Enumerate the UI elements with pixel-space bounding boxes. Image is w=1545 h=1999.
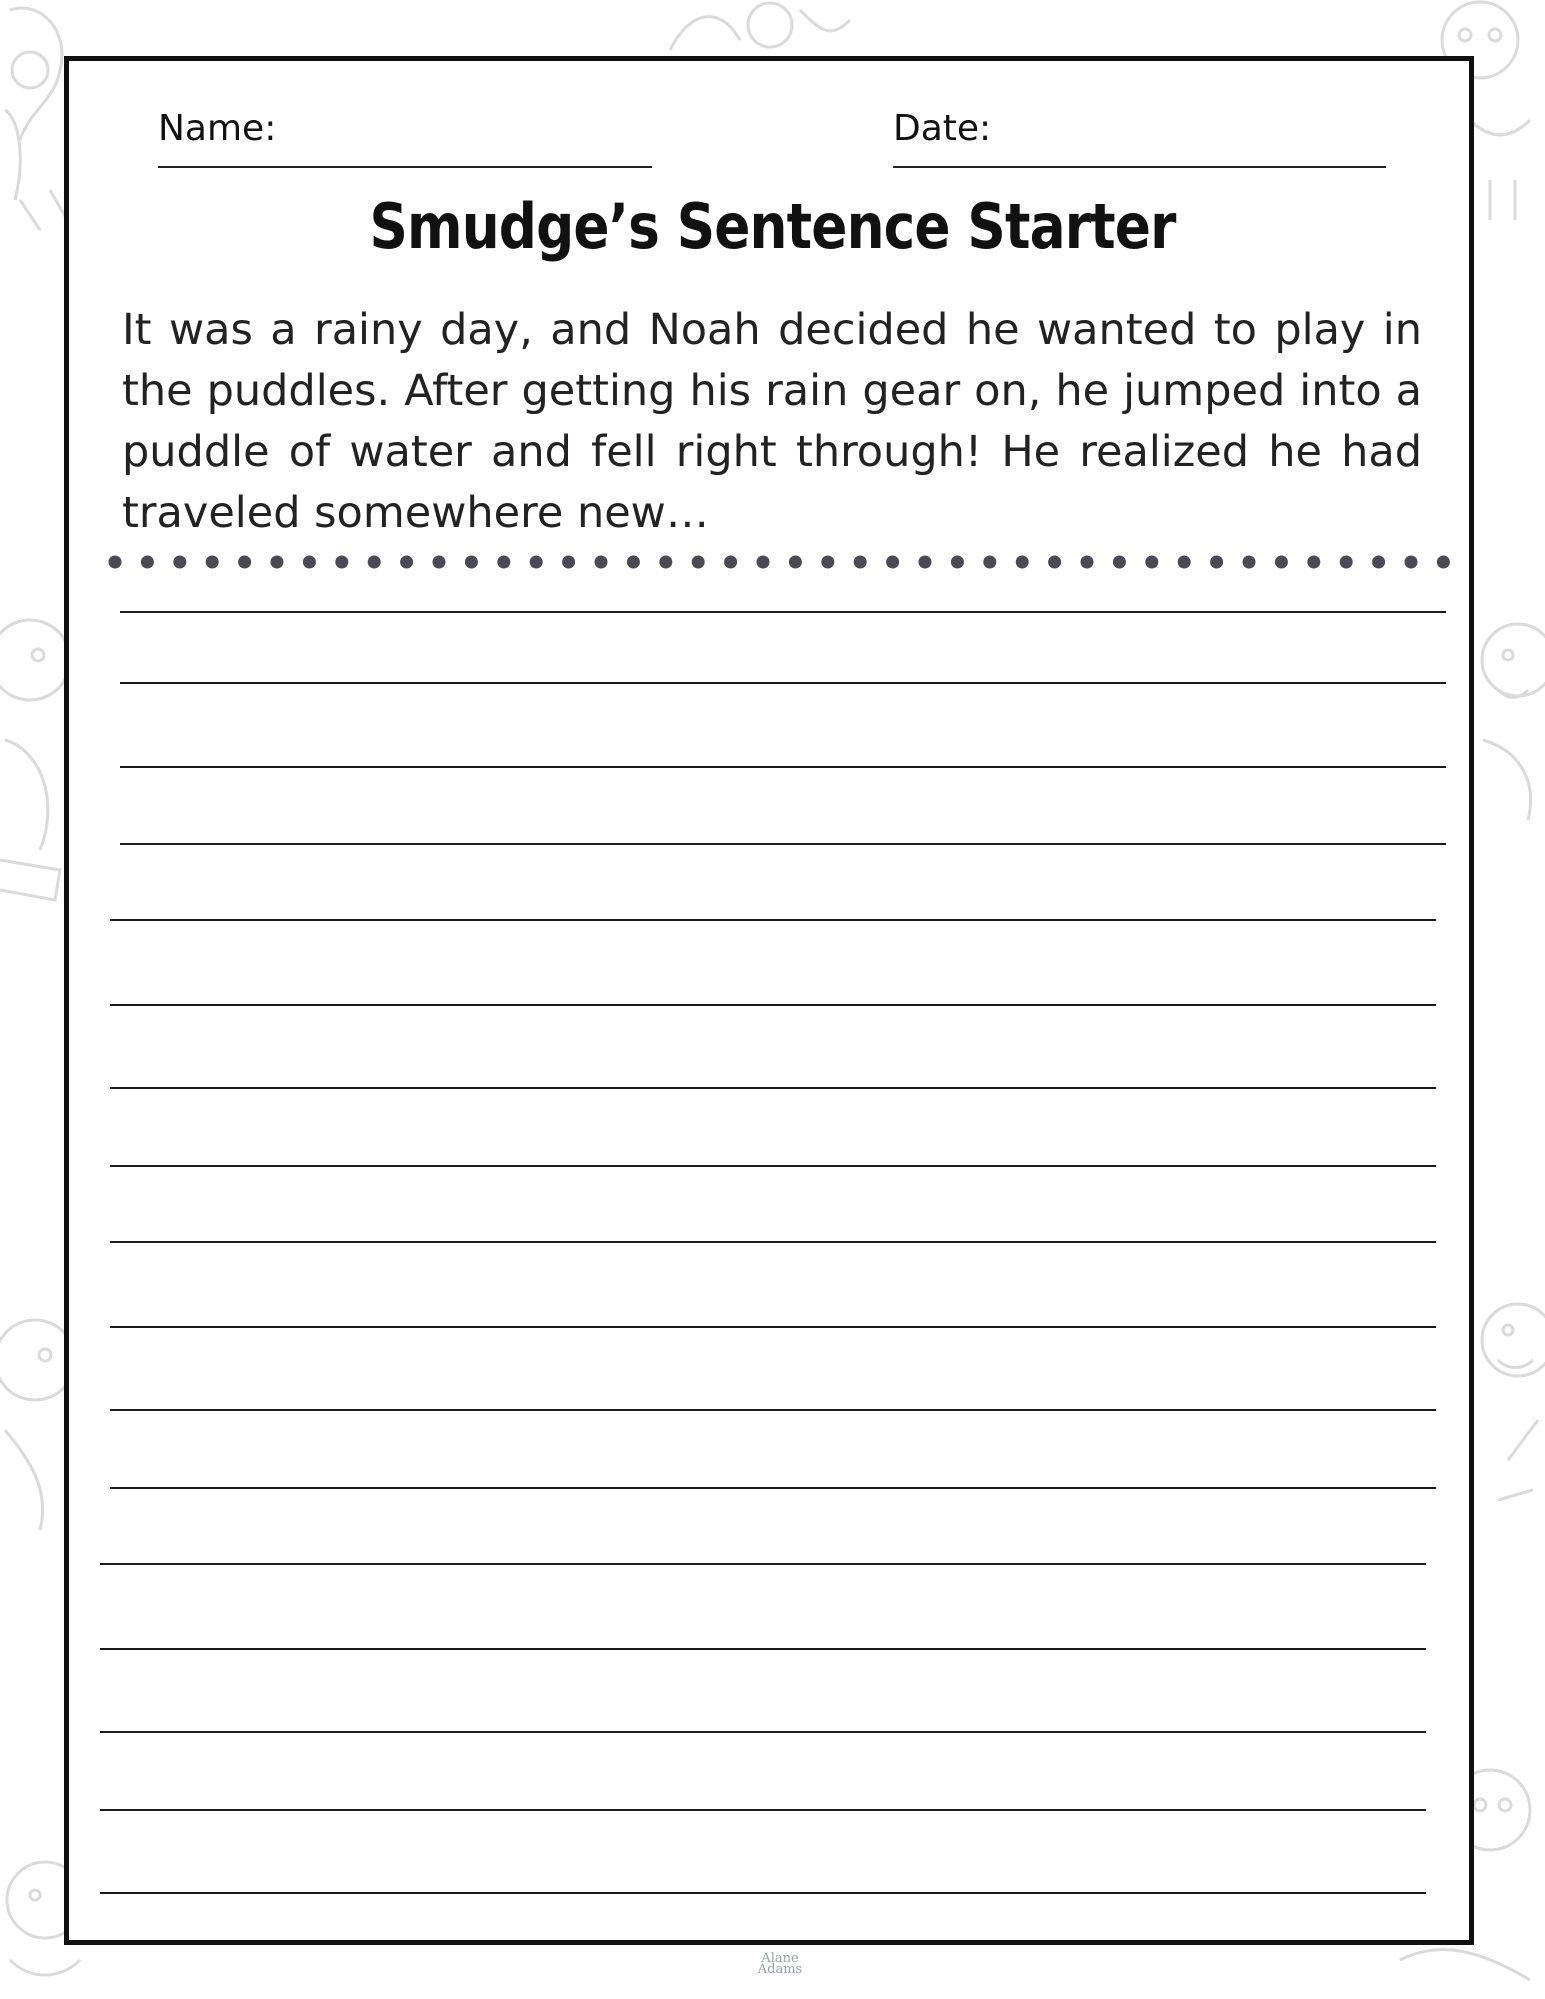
divider-dot	[1016, 556, 1029, 569]
divider-dot	[1145, 556, 1158, 569]
divider-dot	[497, 556, 510, 569]
name-field-line[interactable]	[158, 166, 652, 168]
divider-dot	[789, 556, 802, 569]
divider-dot	[1178, 556, 1191, 569]
writing-line[interactable]	[100, 1563, 1426, 1565]
background-doodle-left-lower	[0, 1270, 70, 1550]
divider-dot	[1081, 556, 1094, 569]
writing-line[interactable]	[110, 919, 1436, 921]
writing-line[interactable]	[100, 1648, 1426, 1650]
page-title: Smudge’s Sentence Starter	[369, 190, 1176, 263]
writing-line[interactable]	[110, 1165, 1436, 1167]
divider-dot	[109, 556, 122, 569]
divider-dot	[1405, 556, 1418, 569]
logo-line-2: Adams	[757, 1962, 803, 1977]
divider-dot	[1307, 556, 1320, 569]
divider-dot	[303, 556, 316, 569]
divider-dot	[206, 556, 219, 569]
writing-line[interactable]	[110, 1326, 1436, 1328]
dotted-divider	[108, 553, 1458, 571]
divider-dot	[983, 556, 996, 569]
divider-dot	[562, 556, 575, 569]
divider-dot	[627, 556, 640, 569]
name-label: Name:	[158, 108, 277, 149]
divider-dot	[886, 556, 899, 569]
writing-line[interactable]	[120, 843, 1446, 845]
divider-dot	[238, 556, 251, 569]
divider-dot	[1437, 556, 1450, 569]
divider-dot	[919, 556, 932, 569]
divider-dot	[595, 556, 608, 569]
divider-dot	[433, 556, 446, 569]
writing-line[interactable]	[120, 611, 1446, 613]
divider-dot	[1113, 556, 1126, 569]
writing-line[interactable]	[110, 1241, 1436, 1243]
divider-dot	[141, 556, 154, 569]
writing-line[interactable]	[110, 1487, 1436, 1489]
writing-line[interactable]	[100, 1731, 1426, 1733]
divider-dot	[659, 556, 672, 569]
divider-dot	[692, 556, 705, 569]
divider-dot	[951, 556, 964, 569]
writing-line[interactable]	[120, 682, 1446, 684]
divider-dot	[1210, 556, 1223, 569]
story-prompt: It was a rainy day, and Noah decided he wanted to play in the puddles. After getting his rain gear on, he jumped into a puddle of water and fell right through! He realized he had traveled somewhere new…	[122, 305, 1422, 538]
divider-dot	[368, 556, 381, 569]
divider-dot	[1243, 556, 1256, 569]
divider-dot	[1372, 556, 1385, 569]
divider-dot	[335, 556, 348, 569]
background-doodle-left-middle	[0, 570, 70, 910]
background-doodle-right-middle	[1478, 580, 1545, 840]
writing-line[interactable]	[110, 1087, 1436, 1089]
writing-line[interactable]	[100, 1892, 1426, 1894]
divider-dot	[400, 556, 413, 569]
date-label: Date:	[893, 108, 992, 149]
divider-dot	[530, 556, 543, 569]
alane-adams-logo	[750, 1953, 810, 1975]
writing-line[interactable]	[120, 766, 1446, 768]
background-doodle-top-center	[660, 0, 860, 60]
divider-dot	[757, 556, 770, 569]
divider-dot	[1340, 556, 1353, 569]
divider-dot	[724, 556, 737, 569]
divider-dot	[1275, 556, 1288, 569]
divider-dot	[1048, 556, 1061, 569]
divider-dot	[465, 556, 478, 569]
divider-dot	[821, 556, 834, 569]
divider-dot	[854, 556, 867, 569]
date-field-line[interactable]	[893, 166, 1386, 168]
logo-line-1: Alane	[761, 1951, 799, 1966]
writing-line[interactable]	[110, 1004, 1436, 1006]
divider-dot	[271, 556, 284, 569]
writing-line[interactable]	[110, 1409, 1436, 1411]
background-doodle-right-lower	[1478, 1260, 1545, 1520]
divider-dot	[173, 556, 186, 569]
writing-line[interactable]	[100, 1809, 1426, 1811]
